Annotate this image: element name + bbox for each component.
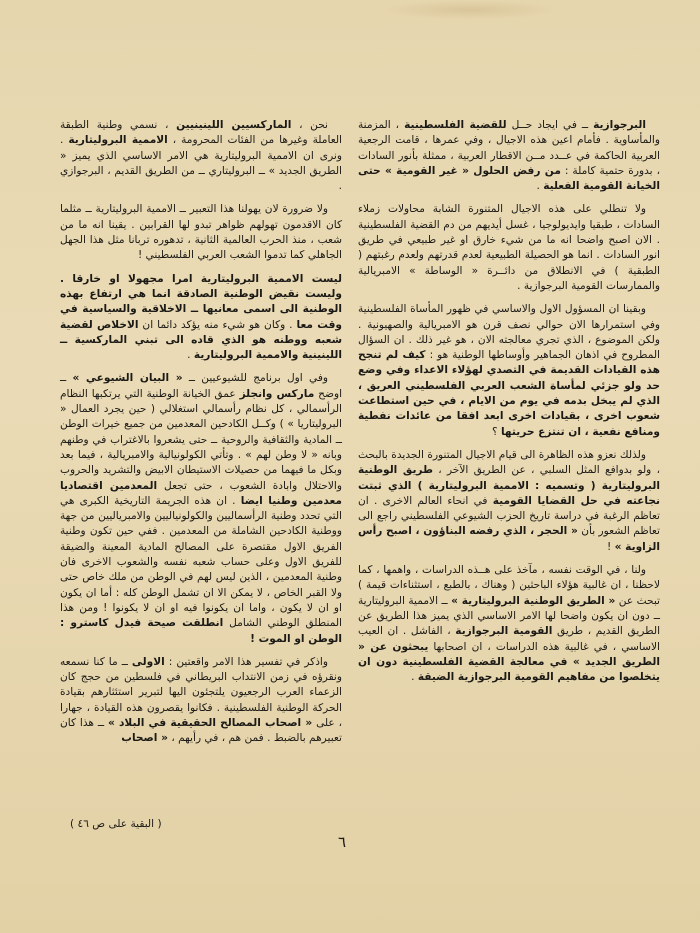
continuation-note: ( البقية على ص ٤٦ ) [70, 818, 162, 830]
paragraph: البرجوازية ــ في ايجاد حــل للقضية الفلسطينية ، المزمنة والمأساوية . فأمام اعين هذه الاجيال ، وفي عمرها ، قامت الرجعية العربية الحاكمة في عــدد مــن الاقطار العربية ، ممثلة بأنور السادات ، بدورة حتمية كاملة : من رفض الحلول « غير القومية » حتى الخيانة القومية الفعلية . [358, 119, 660, 193]
page-number: ٦ [338, 833, 347, 851]
paragraph: ولذلك نعزو هذه الظاهرة الى قيام الاجيال المتنورة الجديدة بالبحث ، ولو بدوافع المثل السلبي ، عن الطريق الآخر ، طريق الوطنية البروليتارية ( وتسميه : الاممية البروليتارية ) الذي ثبتت نجاعته في حل القضايا القومية في انحاء العالم الاخرى . ان تعاظم الرغبة في دراسة تاريخ الحزب الشيوعي الفلسطيني راجع الى تعاظم الشعور بأن « الحجر ، الذي رفضه البناؤون ، اصبح رأس الزاوية » ! [358, 448, 660, 553]
paragraph: وبقينا ان المسؤول الاول والاساسي في ظهور المأساة الفلسطينية وفي استمرارها الان حوالي نصف قرن هو الامبريالية والصهيونية . ولكن الموضوع ، الذي تجري معالجته الان ، هو غير ذلك . ان السؤال المطروح في اذهان الجماهير وأوساطها الوطنية هو : كيف لم تنجح هذه القيادات القديمة في التصدي لهؤلاء الاعداء وفي وضع حد ولو جزئي لمأساة الشعب العربي الفلسطيني العريق ، الذي لم يبخل بدمه في يوم من الايام ، في حين استطاعت شعوب اخرى ، بقيادات اخرى ابعد افقا من عائدات نفطية ومنافع نفعية ، ان تنتزع حريتها ؟ [358, 303, 660, 438]
paragraph: ليست الاممية البروليتارية امرا مجهولا او خارقا . وليست نقيض الوطنية الصادقة انما هي ارتفاع بهذه الوطنية الى اسمى معانيها ــ الاخلاقية والسياسية في وقت معا . وكان هو شيء منه يؤكد دائما ان الاخلاص لقضية شعبه ووطنه هو الذي قاده الى تبني الماركسية ــ اللينينية والاممية البروليتارية . [60, 272, 342, 362]
paragraph: وفي اول برنامج للشيوعيين ــ « البيان الشيوعي » ــ اوضح ماركس وانجلز عمق الخيانة الوطنية التي يرتكبها النظام الرأسمالي ، كل نظام رأسمالي استغلالي ( حين يجرد العمال « البروليتاريا » ) وكــل الكادحين المعدمين من جميع خيرات الوطن ــ المادية والثقافية والروحية ــ حتى يشعروا بالاغتراب في وطنهم وبانه « لا وطن لهم » . وتأتي الكولونيالية والامبريالية ، فيما بعد وبكل ما فيهما من حصيلات الاستيطان الابيض والتشريد والحروب والاحتلال وابادة الشعوب ، حتى تجعل المعدمين اقتصاديا معدمين وطنيا ايضا . ان هذه الجريمة التاريخية الكبرى هي التي تحدد وطنية الرأسماليين والكولونياليين والامبرياليين من جهة ووطنية الكادحين الشاملة من المعدمين . ففي حين تكون وطنية الفريق الاول مقتصرة على المصالح المادية المعينة والضيقة للفريق الاول وعلى حساب شعبه نفسه والشعوب الاخرى فان وطنية المعدمين ، الذين ليس لهم في الوطن من ملك خاص حتى ولا القبر الخاص ، لا يمكن الا ان تشمل الوطن كله : أما ان يكون او ان لا يكون ، واما ان يكونوا فيه او ان لا يكونوا ! ومن هذا المنطلق الوطني الشامل انطلقت صيحة فيدل كاسترو : الوطن او الموت ! [60, 372, 343, 645]
paragraph: واذكر في تفسير هذا الامر واقعتين : الاولى ــ ما كنا نسمعه ونقرؤه في زمن الانتداب البريطاني في فلسطين من حجج كان الزعماء العرب الرجعيون يلتجئون اليها لتبرير استئثارهم بقيادة الحركة الوطنية الفلسطينية . فكانوا يقصرون هذه القيادة ، جهارا ، على « اصحاب المصالح الحقيقية في البلاد » ــ هذا كان تعبيرهم بالضبط . فمن هم ، في رأيهم ، « اصحاب [60, 655, 343, 745]
paper-stain [380, 0, 560, 20]
right-column [358, 118, 660, 693]
paragraph: ولا ضرورة لان يهولنا هذا التعبير ــ الاممية البروليتارية ــ مثلما كان الاقدمون تهولهم ظواهر تبدو لها القرابين . يقينا انه ما من شعب ، منذ الحرب العالمية الثانية ، تدهوره تربانا مثل هذا الجهل الجاهلي كما تدموا الشعب العربي الفلسطيني ! [60, 203, 342, 262]
paragraph: ولنا ، في الوقت نفسه ، مآخذ على هــذه الدراسات ، واهمها ، كما لاحظنا ، ان غالبية هؤلاء الباحثين ( وهناك ، بالطبع ، استثناءات قيمة ) تبحث عن « الطريق الوطنية البروليتارية » ــ الاممية البروليتارية ــ دون ان يكون واضحا لها الامر الاساسي الذي يميز هذا الطريق عن الطريق القديم ، طريق القومية البرجوازية ، الفاشل . ان العيب الاساسي ، في غالبية هذه الدراسات ، ان اصحابها يبحثون عن « الطريق الجديد » في معالجة القضية الفلسطينية دون ان يتخلصوا من مفاهيم القومية البرجوازية الضيقة . [358, 564, 661, 684]
left-column [60, 118, 342, 755]
paragraph: ولا تنطلي على هذه الاجيال المتنورة الشابة محاولات زملاء السادات ، طبقيا وايديولوجيا ، غسل أيديهم من دم القضية الفلسطينية . الان اصبح واضحا انه ما من شيء خارق او غير طبيعي في طريق انور السادات . انما هو الحصيلة الطبيعية لعدم قدرتهم ولعدم رغبتهم ( الطبقية ) في الانطلاق من دائــرة « الوساطة » الامبريالية والممارسات القومية البرجوازية . [358, 203, 660, 292]
paragraph: نحن ، الماركسيين اللينينيين ، نسمي وطنية الطبقة العاملة وغيرها من الفئات المحرومة ، الاممية البروليتارية . ونرى ان الاممية البروليتارية هي الامر الاساسي الذي يميز « الطريق الجديد » ــ البروليتاري ــ من الطريق القديم ، البرجوازي . [60, 119, 342, 193]
